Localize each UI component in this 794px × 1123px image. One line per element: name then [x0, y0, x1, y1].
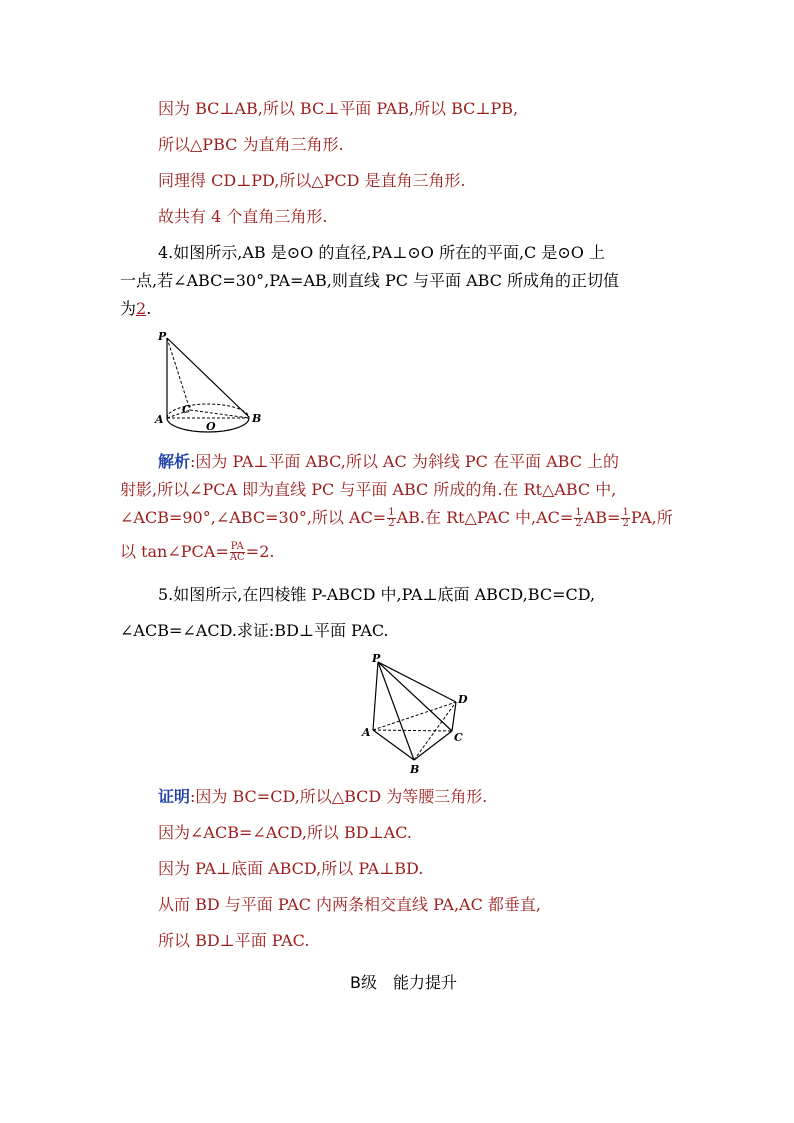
q5-pyramid-figure	[360, 652, 480, 777]
sol3-line-1: 因为 BC⊥AB,所以 BC⊥平面 PAB,所以 BC⊥PB,	[158, 99, 519, 118]
q5-fig-bc-line	[414, 731, 452, 760]
q5-proof-line-2: 因为∠ACB=∠ACD,所以 BD⊥AC.	[158, 823, 412, 842]
frac-den: AC	[229, 552, 245, 563]
q5-fig-label-b: B	[410, 763, 420, 776]
sol3-line-3: 同理得 CD⊥PD,所以△PCD 是直角三角形.	[158, 171, 466, 190]
fraction-half-3	[621, 508, 629, 529]
q5-fig-ad-line	[373, 702, 456, 730]
frac-num: 1	[622, 507, 629, 518]
fraction-half-2	[574, 508, 582, 529]
q4-fig-label-b: B	[252, 412, 262, 425]
q4-analysis-line-1	[158, 451, 619, 473]
q5-fig-label-c: C	[454, 731, 463, 744]
q4-fig-cb-line	[190, 410, 249, 418]
q5-fig-pa-line	[373, 662, 378, 730]
q4-a4-part-1: 以 tan∠PCA=	[120, 542, 229, 561]
fraction-pa-over-ac	[230, 542, 245, 563]
q4-fig-label-a: A	[155, 413, 164, 426]
q4-analysis-line-4	[120, 541, 274, 563]
frac-den: 2	[622, 518, 629, 529]
q4-a3-part-3: AB=	[583, 508, 621, 527]
q4-analysis-line-3	[120, 507, 673, 529]
frac-num: 1	[575, 507, 582, 518]
fraction-half-1	[387, 508, 395, 529]
sol3-line-2: 所以△PBC 为直角三角形.	[158, 135, 344, 154]
q5-text-line-1: 5.如图所示,在四棱锥 P-ABCD 中,PA⊥底面 ABCD,BC=CD,	[158, 585, 596, 604]
q4-fig-label-p: P	[158, 330, 167, 343]
frac-num: 1	[388, 507, 395, 518]
q5-fig-pd-line	[378, 662, 456, 702]
frac-num: PA	[230, 541, 244, 552]
q4-a3-part-2: AB.在 Rt△PAC 中,AC=	[396, 508, 574, 527]
q4-analysis-text-1: :因为 PA⊥平面 ABC,所以 AC 为斜线 PC 在平面 ABC 上的	[190, 452, 620, 471]
frac-den: 2	[575, 518, 582, 529]
q5-proof-line-3: 因为 PA⊥底面 ABCD,所以 PA⊥BD.	[158, 859, 424, 878]
q4-fig-label-o: O	[206, 420, 216, 433]
q4-prefix: 为	[120, 299, 137, 318]
q4-analysis-line-2: 射影,所以∠PCA 即为直线 PC 与平面 ABC 所成的角.在 Rt△ABC 中,	[120, 480, 617, 499]
q4-text-line-3	[120, 298, 151, 320]
frac-den: 2	[388, 518, 395, 529]
q5-proof-line-1	[158, 786, 487, 808]
q4-suffix: .	[146, 299, 152, 318]
section-title: B级 能力提升	[350, 973, 457, 992]
q5-fig-ab-line	[373, 730, 414, 760]
q5-fig-ac-line	[373, 730, 452, 731]
q5-proof-line-5: 所以 BD⊥平面 PAC.	[158, 931, 310, 950]
q4-answer: 2	[136, 299, 147, 318]
q5-fig-label-d: D	[458, 693, 468, 706]
q4-cone-figure	[150, 330, 270, 440]
sol3-line-4: 故共有 4 个直角三角形.	[158, 207, 328, 226]
proof-label: 证明	[158, 787, 191, 806]
q4-text-line-2: 一点,若∠ABC=30°,PA=AB,则直线 PC 与平面 ABC 所成角的正切值	[120, 271, 620, 290]
analysis-label: 解析	[158, 452, 191, 471]
q5-fig-pc-line	[378, 662, 452, 731]
q5-fig-label-p: P	[372, 652, 381, 665]
q5-fig-pb-line	[378, 662, 414, 760]
q5-proof-line-4: 从而 BD 与平面 PAC 内两条相交直线 PA,AC 都垂直,	[158, 895, 542, 914]
q4-a4-part-2: =2.	[245, 542, 275, 561]
q5-proof-text-1: :因为 BC=CD,所以△BCD 为等腰三角形.	[190, 787, 488, 806]
q4-fig-label-c: C	[182, 403, 191, 416]
q5-text-line-2: ∠ACB=∠ACD.求证:BD⊥平面 PAC.	[120, 621, 389, 640]
q4-a3-part-4: PA,所	[630, 508, 673, 527]
q5-fig-label-a: A	[362, 726, 371, 739]
q4-text-line-1: 4.如图所示,AB 是⊙O 的直径,PA⊥⊙O 所在的平面,C 是⊙O 上	[158, 243, 605, 262]
q4-a3-part-1: ∠ACB=90°,∠ABC=30°,所以 AC=	[120, 508, 387, 527]
